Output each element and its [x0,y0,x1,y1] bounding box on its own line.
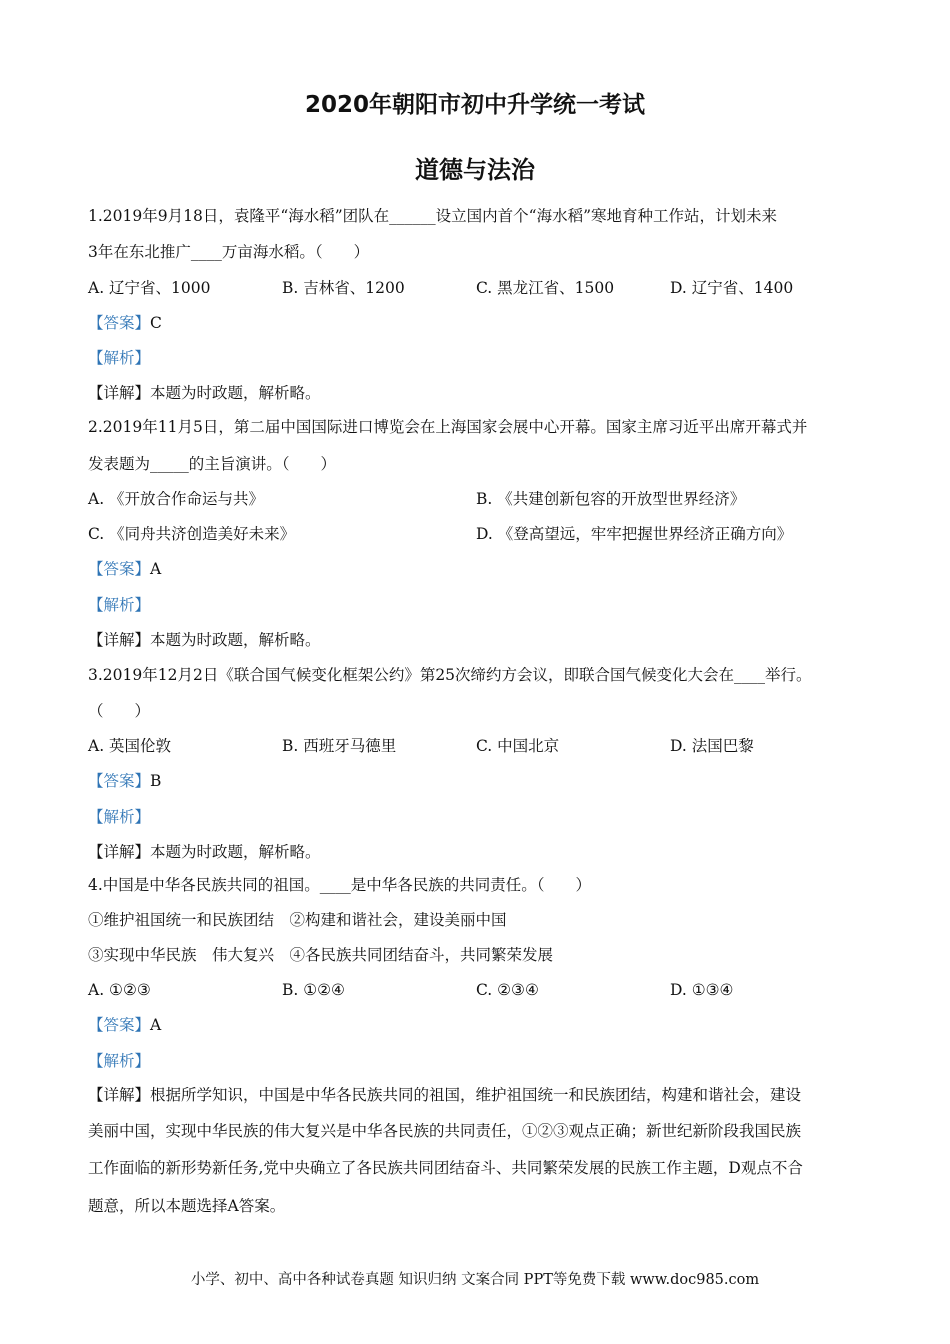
detail-text: 本题为时政题，解析略。 [150,631,321,649]
q1-option-d: D. 辽宁省、1400 [670,279,794,297]
q3-option-d: D. 法国巴黎 [670,737,754,755]
q4-detail-line-1 [88,1084,868,1106]
q4-detail-line-4: 题意，所以本题选择A答案。 [88,1197,286,1215]
q4-stem-line-1: 4.中国是中华各民族共同的祖国。____是中华各民族的共同责任。（ ） [88,876,592,894]
detail-text: 本题为时政题，解析略。 [150,843,321,861]
q3-answer [88,770,868,792]
q3-option-b: B. 西班牙马德里 [282,737,397,755]
q2-option-a: A. 《开放合作命运与共》 [88,490,265,508]
q1-stem-line-1: 1.2019年9月18日，袁隆平“海水稻”团队在______设立国内首个“海水稻”寒地育种工作站，计划未来 [88,207,778,225]
q1-answer [88,312,868,334]
q4-option-b: B. ①②④ [282,981,345,999]
q2-stem-line-1: 2.2019年11月5日，第二届中国国际进口博览会在上海国家会展中心开幕。国家主席习近平出席开幕式并 [88,418,808,436]
q4-detail-line-2: 美丽中国，实现中华民族的伟大复兴是中华各民族的共同责任，①②③观点正确；新世纪新阶段我国民族 [88,1122,802,1140]
q4-detail-line-3: 工作面临的新形势新任务,党中央确立了各民族共同团结奋斗、共同繁荣发展的民族工作主题，D观点不合 [88,1159,803,1177]
q1-analysis-label: 【解析】 [88,349,151,367]
detail-label: 【详解】 [88,1086,151,1104]
q2-analysis-label: 【解析】 [88,596,151,614]
q2-option-d: D. 《登高望远，牢牢把握世界经济正确方向》 [476,525,793,543]
q4-analysis-label: 【解析】 [88,1052,151,1070]
answer-label: 【答案】 [88,772,151,790]
q4-option-d: D. ①③④ [670,981,734,999]
q2-detail [88,629,868,651]
q4-option-a: A. ①②③ [88,981,151,999]
answer-value: C [150,314,162,332]
answer-value: A [150,560,162,578]
answer-label: 【答案】 [88,560,151,578]
q2-option-c: C. 《同舟共济创造美好未来》 [88,525,296,543]
q3-detail [88,841,868,863]
q3-option-a: A. 英国伦敦 [88,737,172,755]
q4-answer [88,1014,868,1036]
q3-stem-line-1: 3.2019年12月2日《联合国气候变化框架公约》第25次缔约方会议，即联合国气候变化大会在____举行。 [88,666,812,684]
q3-stem-line-2: （ ） [88,702,151,720]
q1-stem-line-2: 3年在东北推广____万亩海水稻。（ ） [88,243,370,261]
q4-statements-line-1: ①维护祖国统一和民族团结 ②构建和谐社会，建设美丽中国 [88,911,507,929]
answer-value: A [150,1016,162,1034]
detail-label: 【详解】 [88,384,151,402]
subject-title: 道德与法治 [415,156,535,184]
q1-detail [88,382,868,404]
answer-label: 【答案】 [88,1016,151,1034]
q2-stem-line-2: 发表题为_____的主旨演讲。（ ） [88,455,337,473]
q3-analysis-label: 【解析】 [88,808,151,826]
detail-text: 本题为时政题，解析略。 [150,384,321,402]
q3-option-c: C. 中国北京 [476,737,560,755]
q2-option-b: B. 《共建创新包容的开放型世界经济》 [476,490,746,508]
q1-option-b: B. 吉林省、1200 [282,279,405,297]
q4-statements-line-2: ③实现中华民族 伟大复兴 ④各民族共同团结奋斗，共同繁荣发展 [88,946,554,964]
q1-option-c: C. 黑龙江省、1500 [476,279,615,297]
q2-answer [88,558,868,580]
q1-option-a: A. 辽宁省、1000 [88,279,211,297]
detail-text: 根据所学知识，中国是中华各民族共同的祖国，维护祖国统一和民族团结，构建和谐社会，建设 [150,1086,802,1104]
exam-title: 2020年朝阳市初中升学统一考试 [304,92,645,118]
detail-label: 【详解】 [88,631,151,649]
q4-option-c: C. ②③④ [476,981,539,999]
page-footer: 小学、初中、高中各种试卷真题 知识归纳 文案合同 PPT等免费下载 www.doc985.com [190,1272,760,1288]
answer-value: B [150,772,162,790]
detail-label: 【详解】 [88,843,151,861]
answer-label: 【答案】 [88,314,151,332]
